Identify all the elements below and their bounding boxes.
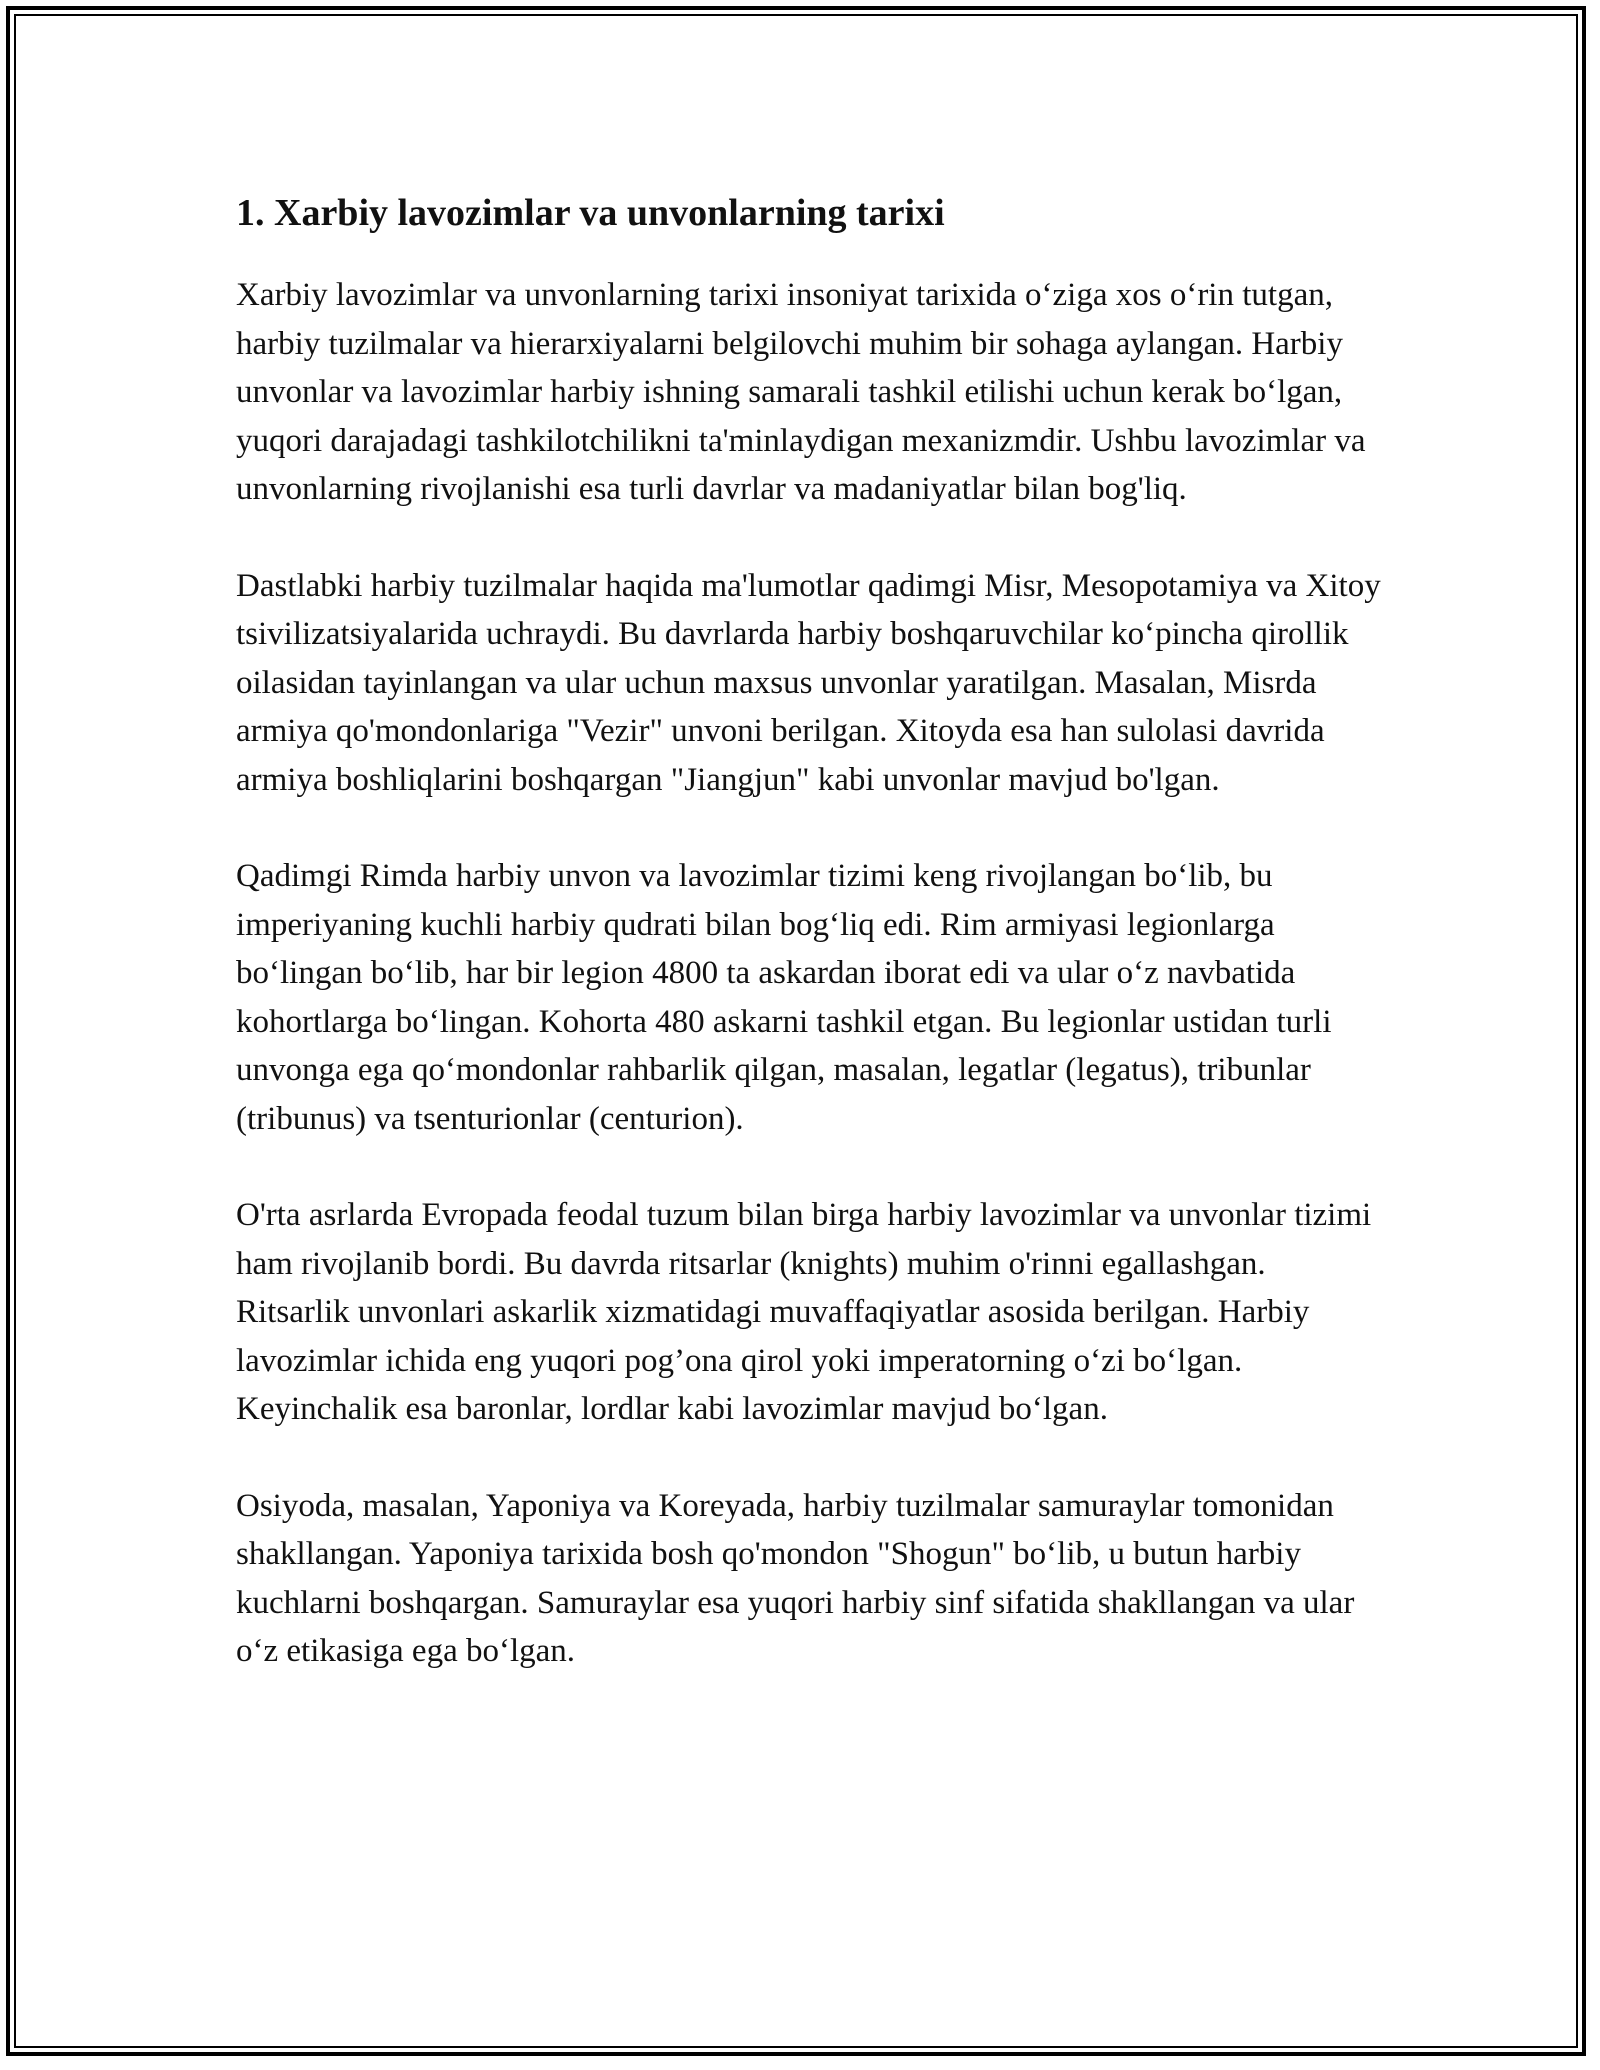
paragraph-middle-ages-europe: O'rta asrlarda Evropada feodal tuzum bilan birga harbiy lavozimlar va unvonlar tizimi ham rivojlanib bordi. Bu davrda ritsarlar (knights) muhim o'rinni egallashgan. Ritsarlik unvonlari askarlik xizmatidagi muvaffaqiyatlar asosida berilgan. Harbiy lavozimlar ichida eng yuqori pog’ona qirol yoki imperatorning o‘zi bo‘lgan. Keyinchalik esa baronlar, lordlar kabi lavozimlar mavjud bo‘lgan. [236,1197,1372,1427]
document-body [236,185,1386,1724]
paragraph-ancient-civilizations: Dastlabki harbiy tuzilmalar haqida ma'lumotlar qadimgi Misr, Mesopotamiya va Xitoy tsivilizatsiyalarida uchraydi. Bu davrlarda harbiy boshqaruvchilar ko‘pincha qirollik oilasidan tayinlangan va ular uchun maxsus unvonlar yaratilgan. Masalan, Misrda armiya qo'mondonlariga "Vezir" unvoni berilgan. Xitoyda esa han sulolasi davrida armiya boshliqlarini boshqargan "Jiangjun" kabi unvonlar mavjud bo'lgan. [236,567,1381,798]
paragraph-asia: Osiyoda, masalan, Yaponiya va Koreyada, harbiy tuzilmalar samuraylar tomonidan shakllangan. Yaponiya tarixida bosh qo'mondon "Shogun" bo‘lib, u butun harbiy kuchlarni boshqargan. Samuraylar esa yuqori harbiy sinf sifatida shakllangan va ular o‘z etikasiga ega bo‘lgan. [236,1487,1355,1669]
paragraph-intro: Xarbiy lavozimlar va unvonlarning tarixi insoniyat tarixida o‘ziga xos o‘rin tutgan, harbiy tuzilmalar va hierarxiyalarni belgilovchi muhim bir sohaga aylangan. Harbiy unvonlar va lavozimlar harbiy ishning samarali tashkil etilishi uchun kerak bo‘lgan, yuqori darajadagi tashkilotchilikni ta'minlaydigan mexanizmdir. Ushbu lavozimlar va unvonlarning rivojlanishi esa turli davrlar va madaniyatlar bilan bog'liq. [236,277,1366,507]
section-heading: 1. Xarbiy lavozimlar va unvonlarning tarixi [236,192,945,234]
paragraph-ancient-rome: Qadimgi Rimda harbiy unvon va lavozimlar tizimi keng rivojlangan bo‘lib, bu imperiyaning kuchli harbiy qudrati bilan bog‘liq edi. Rim armiyasi legionlarga bo‘lingan bo‘lib, har bir legion 4800 ta askardan iborat edi va ular o‘z navbatida kohortlarga bo‘lingan. Kohorta 480 askarni tashkil etgan. Bu legionlar ustidan turli unvonga ega qo‘mondonlar rahbarlik qilgan, masalan, legatlar (legatus), tribunlar (tribunus) va tsenturionlar (centurion). [236,858,1332,1137]
